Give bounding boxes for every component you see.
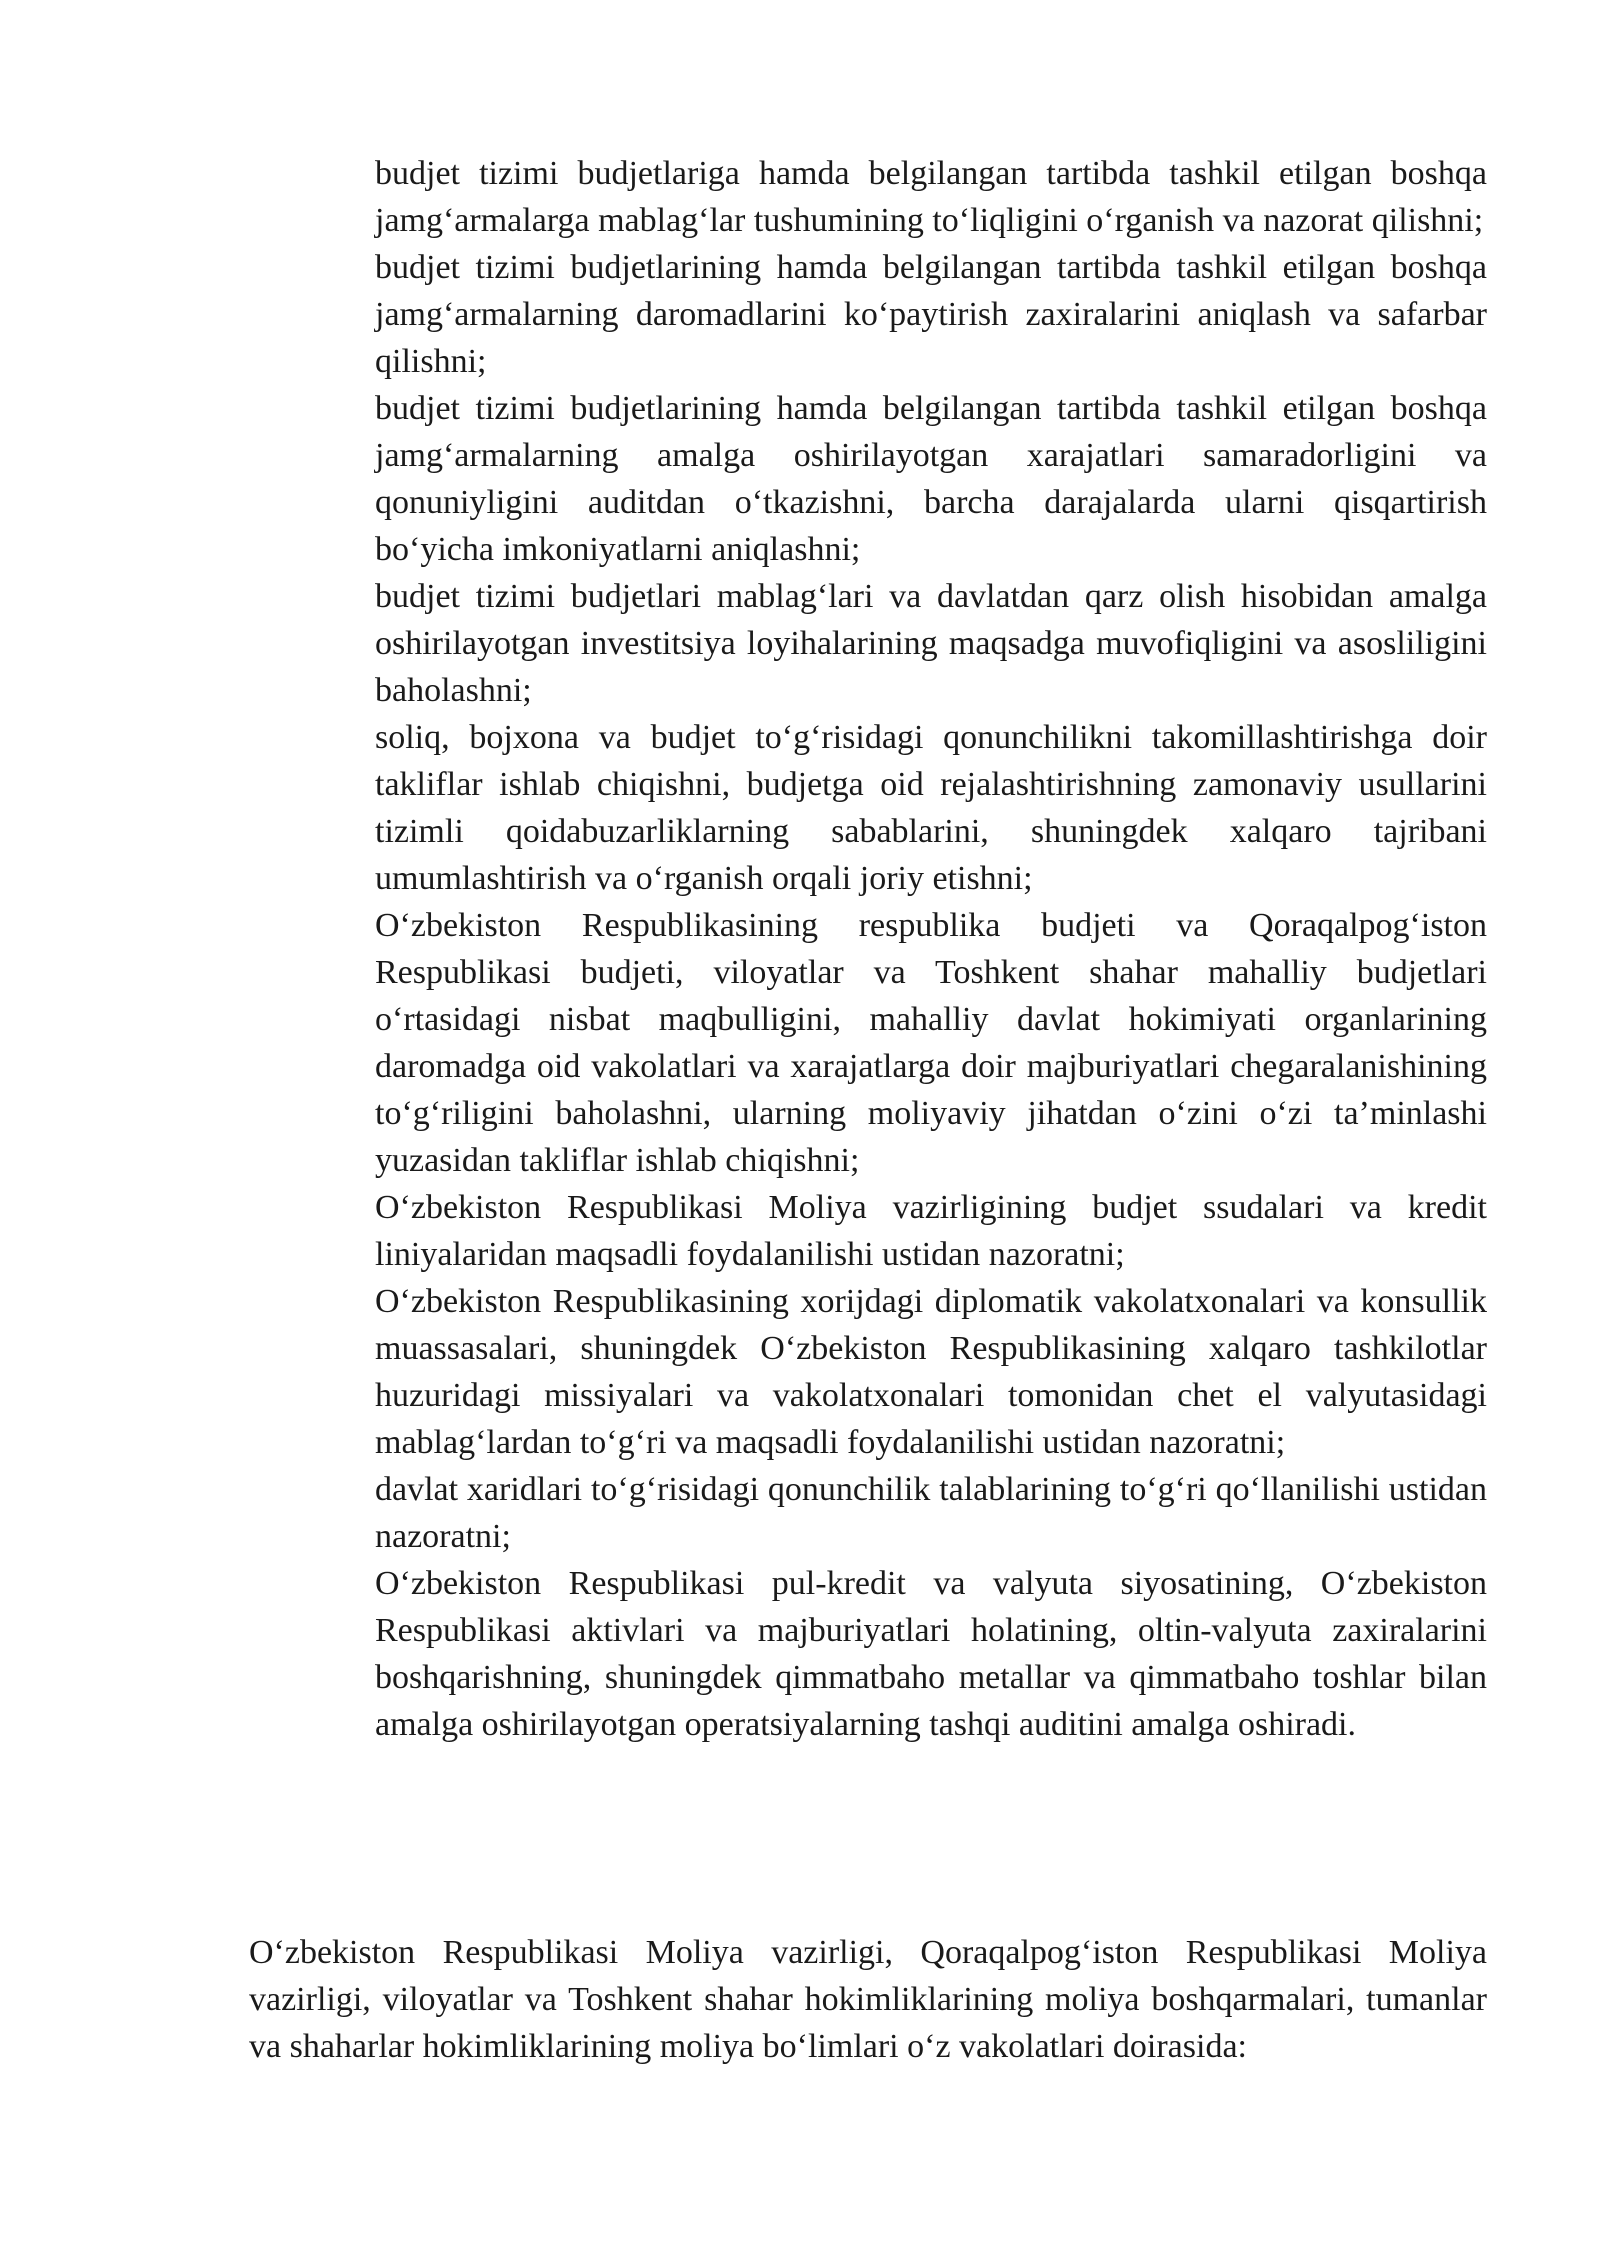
list-item: O‘zbekiston Respublikasining respublika budjeti va Qoraqalpog‘iston Respublikasi budjeti, viloyatlar va Toshkent shahar mahalliy budjetlari o‘rtasidagi nisbat maqbulligini, mahalliy davlat hokimiyati organlarining daromadga oid vakolatlari va xarajatlarga doir majburiyatlari chegaralanishining to‘g‘riligini baholashni, ularning moliyaviy jihatdan o‘zini o‘zi ta’minlashi yuzasidan takliflar ishlab chiqishni; bbox=[375, 907, 1487, 1179]
list-item: O‘zbekiston Respublikasi pul-kredit va valyuta siyosatining, O‘zbekiston Respublikasi aktivlari va majburiyatlari holatining, oltin-valyuta zaxiralarini boshqarishning, shuningdek qimmatbaho metallar va qimmatbaho toshlar bilan amalga oshirilayotgan operatsiyalarning tashqi auditini amalga oshiradi. bbox=[375, 1565, 1487, 1743]
closing-paragraph: O‘zbekiston Respublikasi Moliya vazirligi, Qoraqalpog‘iston Respublikasi Moliya vazirligi, viloyatlar va Toshkent shahar hokimliklarining moliya boshqarmalari, tumanlar va shaharlar hokimliklarining moliya bo‘limlari o‘z vakolatlari doirasida: bbox=[249, 1934, 1487, 2065]
list-item: budjet tizimi budjetlarining hamda belgilangan tartibda tashkil etilgan boshqa jamg‘armalarning amalga oshirilayotgan xarajatlari samaradorligini va qonuniyligini auditdan o‘tkazishni, barcha darajalarda ularni qisqartirish bo‘yicha imkoniyatlarni aniqlashni; bbox=[375, 390, 1487, 568]
list-item: budjet tizimi budjetlariga hamda belgilangan tartibda tashkil etilgan boshqa jamg‘armalarga mablag‘lar tushumining to‘liqligini o‘rganish va nazorat qilishni; bbox=[375, 155, 1487, 239]
list-item: davlat xaridlari to‘g‘risidagi qonunchilik talablarining to‘g‘ri qo‘llanilishi ustidan nazoratni; bbox=[375, 1471, 1487, 1555]
list-item: budjet tizimi budjetlarining hamda belgilangan tartibda tashkil etilgan boshqa jamg‘armalarning daromadlarini ko‘paytirish zaxiralarini aniqlash va safarbar qilishni; bbox=[375, 249, 1487, 380]
list-item: O‘zbekiston Respublikasi Moliya vazirligining budjet ssudalari va kredit liniyalaridan maqsadli foydalanilishi ustidan nazoratni; bbox=[375, 1189, 1487, 1273]
list-item: budjet tizimi budjetlari mablag‘lari va davlatdan qarz olish hisobidan amalga oshirilayotgan investitsiya loyihalarining maqsadga muvofiqligini va asosliligini baholashni; bbox=[375, 578, 1487, 709]
duties-list bbox=[375, 150, 1487, 1748]
list-item: O‘zbekiston Respublikasining xorijdagi diplomatik vakolatxonalari va konsullik muassasalari, shuningdek O‘zbekiston Respublikasining xalqaro tashkilotlar huzuridagi missiyalari va vakolatxonalari tomonidan chet el valyutasidagi mablag‘lardan to‘g‘ri va maqsadli foydalanilishi ustidan nazoratni; bbox=[375, 1283, 1487, 1461]
list-item: soliq, bojxona va budjet to‘g‘risidagi qonunchilikni takomillashtirishga doir takliflar ishlab chiqishni, budjetga oid rejalashtirishning zamonaviy usullarini tizimli qoidabuzarliklarning sabablarini, shuningdek xalqaro tajribani umumlashtirish va o‘rganish orqali joriy etishni; bbox=[375, 719, 1487, 897]
